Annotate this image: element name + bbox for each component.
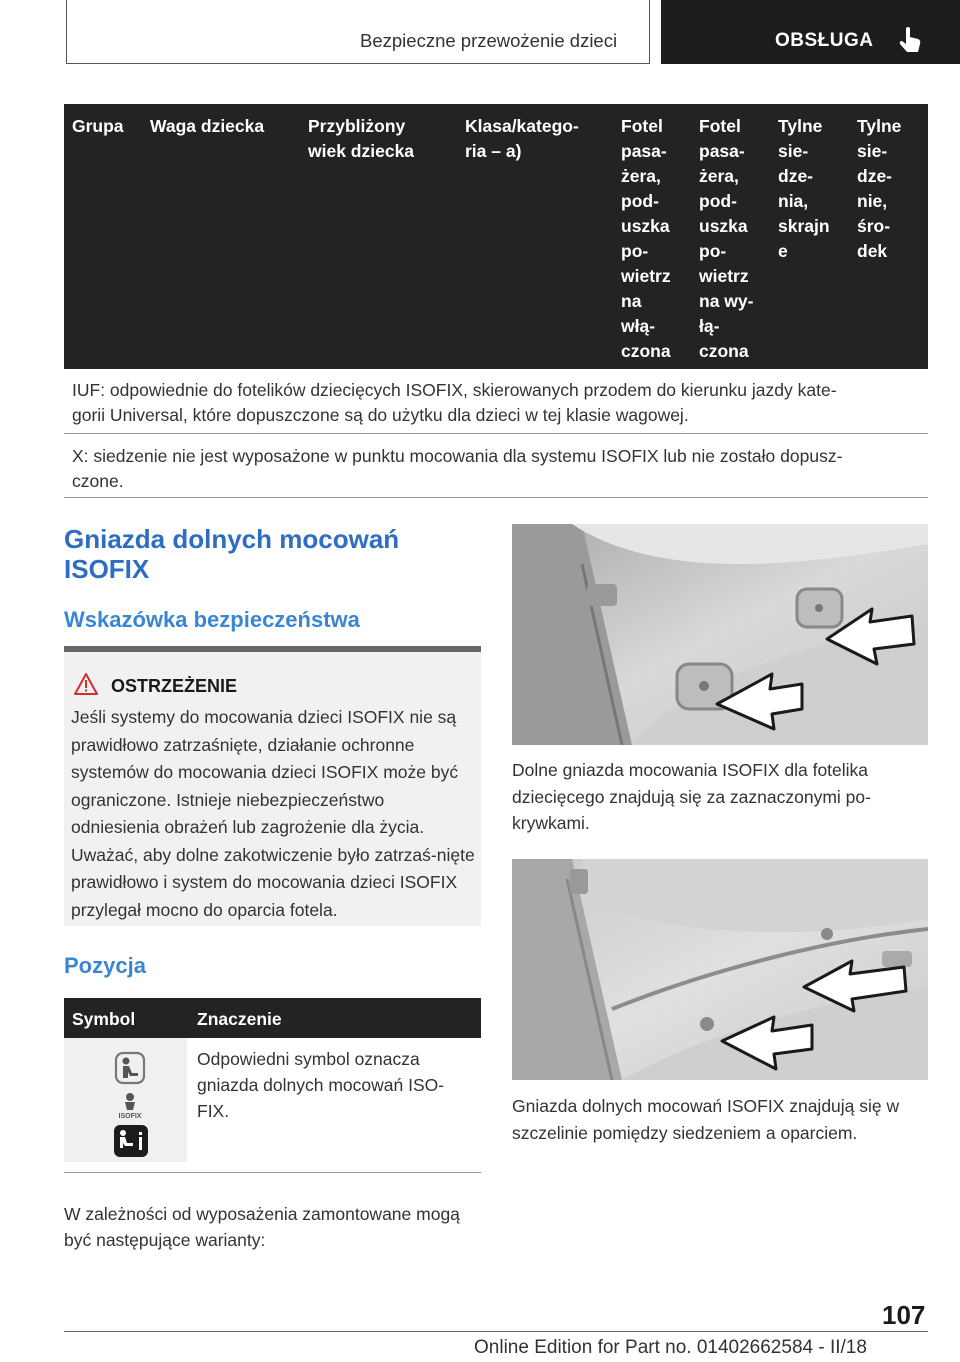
header-divider bbox=[649, 0, 650, 64]
header-tab-label[interactable]: OBSŁUGA bbox=[775, 30, 874, 51]
table-header-cell: Fotel pasa- żera, pod- uszka po- wietrz na wy- łą- czona bbox=[699, 116, 754, 361]
table-note-x: X: siedzenie nie jest wyposażone w punktu mocowania dla systemu ISOFIX lub nie zostało dopusz- czone. bbox=[72, 446, 843, 491]
table-note-row bbox=[64, 444, 928, 494]
header-bottom-rule bbox=[66, 63, 650, 64]
warning-body: Jeśli systemy do mocowania dzieci ISOFIX nie są prawidłowo zatrzaśnięte, działanie ochronne systemów do mocowania dzieci ISOFIX może być ograniczone. Istnieje niebezpieczeństwo odniesienia obrażeń lub zagrożenie dla życia. Uważać, aby dolne zakotwiczenie było zatrzaś‐nięte prawidłowo i system do mocowania dzieci ISOFIX przylegał mocno do oparcia fotela. bbox=[71, 707, 475, 920]
symbol-meaning: Odpowiedni symbol oznacza gniazda dolnych mocowań ISO- FIX. bbox=[197, 1049, 445, 1121]
header-section-title: Bezpieczne przewożenie dzieci bbox=[360, 30, 618, 51]
table-row-divider bbox=[64, 497, 928, 498]
isofix-icon-label: ISOFIX bbox=[118, 1113, 142, 1120]
symbol-table-header-cell: Znaczenie bbox=[197, 1009, 282, 1029]
page-number: 107 bbox=[882, 1300, 926, 1330]
section-title: Gniazda dolnych mocowań ISOFIX bbox=[64, 524, 400, 584]
footer-rule bbox=[64, 1331, 928, 1332]
table-header-cell: Przybliżony wiek dziecka bbox=[308, 116, 415, 161]
table-note-row bbox=[64, 378, 928, 428]
isofix-slot-photo bbox=[512, 859, 928, 1080]
table-note-iuf: IUF: odpowiednie do fotelików dziecięcych ISOFIX, skierowanych przodem do kierunku jazdy kate- gorii Universal, które dopuszczone są do użytku dla dzieci w tej klasie wagowej. bbox=[72, 380, 837, 425]
table-header-cell: Tylne sie- dze- nia, skrajn e bbox=[778, 116, 830, 261]
table-header-cell: Waga dziecka bbox=[150, 116, 265, 136]
table-header-cell: Tylne sie- dze- nie, śro- dek bbox=[857, 116, 902, 261]
isofix-icon bbox=[117, 1090, 143, 1120]
header-left-rule bbox=[66, 0, 67, 64]
warning-title: OSTRZEŻENIE bbox=[111, 676, 238, 696]
child-seat-icon bbox=[113, 1050, 147, 1086]
table-header-cell: Klasa/katego- ria – a) bbox=[465, 116, 579, 161]
variants-paragraph: W zależności od wyposażenia zamontowane mogą być następujące warianty: bbox=[64, 1204, 460, 1250]
pointing-hand-icon bbox=[897, 26, 923, 54]
isofix-anchor-photo bbox=[512, 524, 928, 745]
symbol-table-bottom-rule bbox=[64, 1172, 481, 1173]
warning-triangle-icon bbox=[74, 673, 98, 695]
isofix-info-icon bbox=[113, 1124, 149, 1158]
symbol-table-header-cell: Symbol bbox=[72, 1009, 136, 1029]
figure-2-caption: Gniazda dolnych mocowań ISOFIX znajdują się w szczelinie pomiędzy siedzeniem a oparciem. bbox=[512, 1096, 900, 1143]
table-header-cell: Fotel pasa- żera, pod- uszka po- wietrz na włą- czona bbox=[621, 116, 671, 361]
table-row-divider bbox=[64, 433, 928, 434]
footer-edition: Online Edition for Part no. 01402662584 - II/18 bbox=[474, 1337, 867, 1358]
section-subtitle: Wskazówka bezpieczeństwa bbox=[64, 607, 360, 632]
figure-1-caption: Dolne gniazda mocowania ISOFIX dla fotelika dziecięcego znajdują się za zaznaczonymi po- krywkami. bbox=[512, 760, 871, 833]
position-title: Pozycja bbox=[64, 953, 146, 978]
table-header-cell: Grupa bbox=[72, 116, 124, 136]
